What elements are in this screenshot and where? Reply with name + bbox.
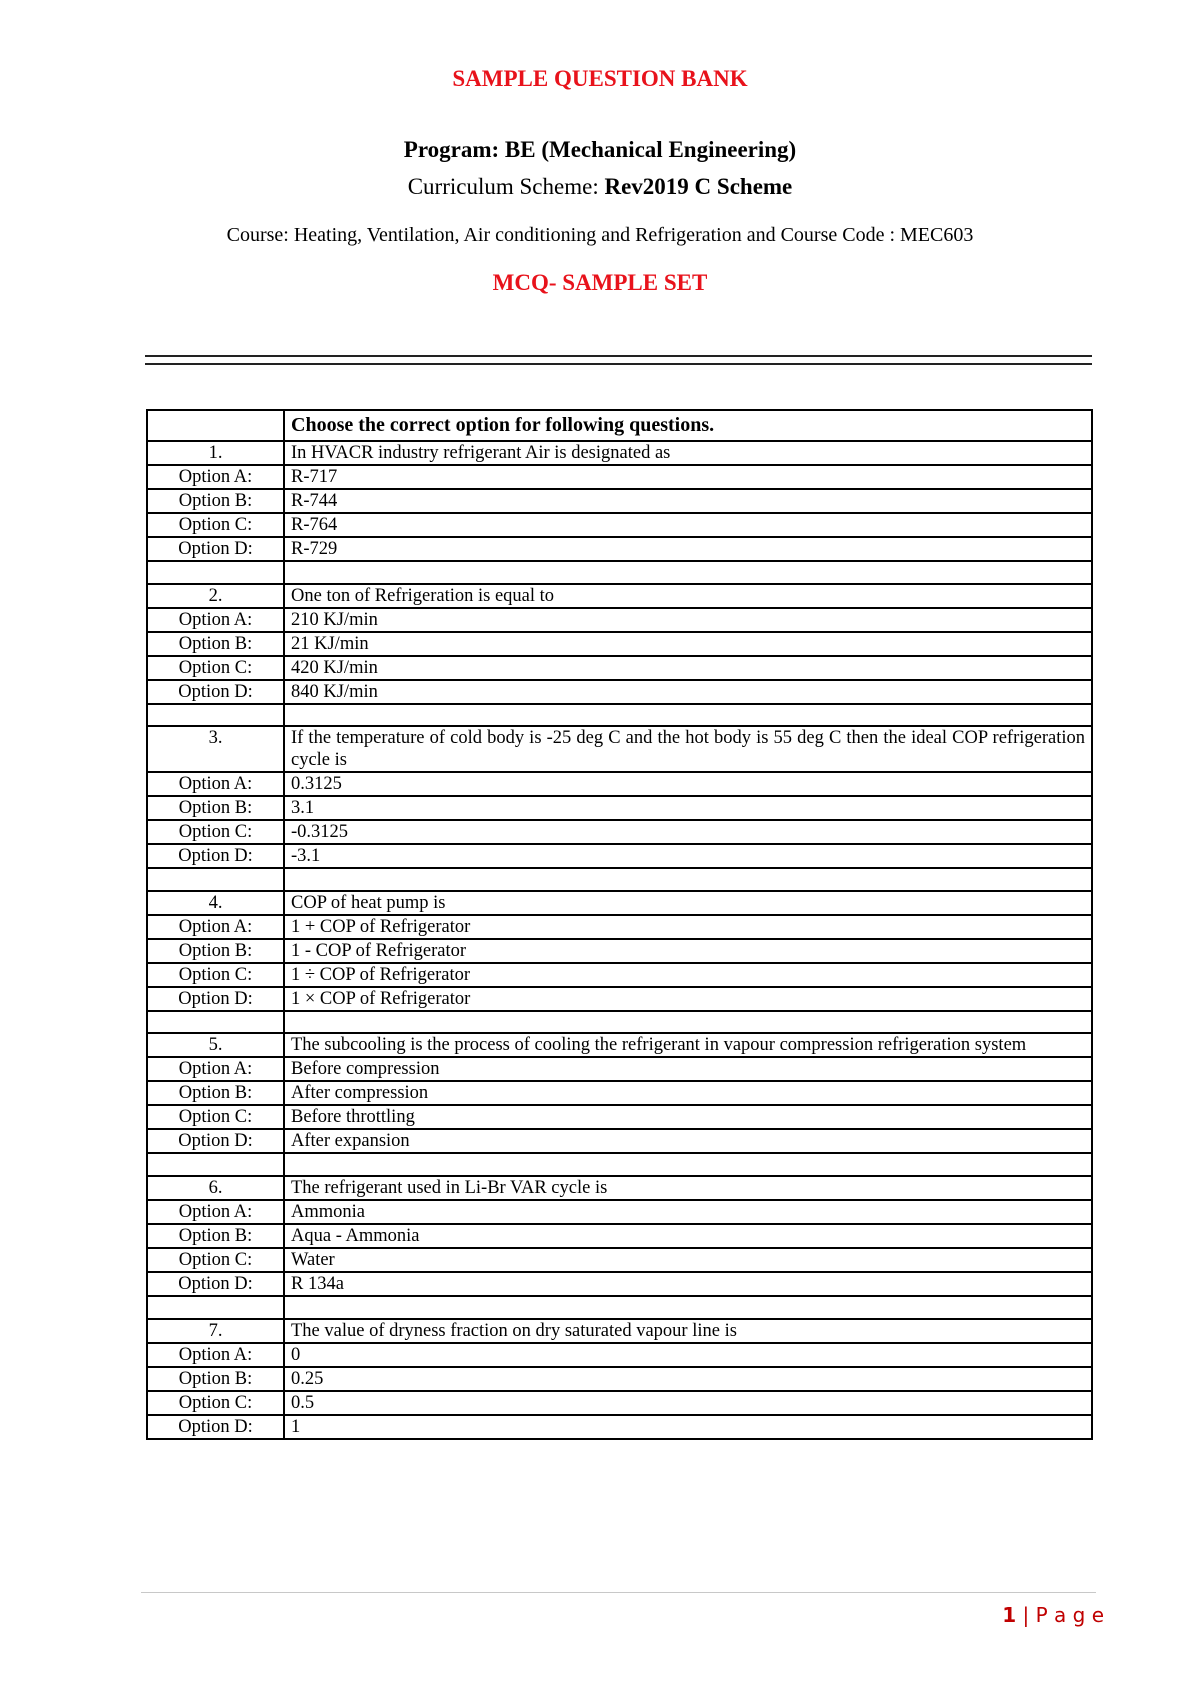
course-line: Course: Heating, Ventilation, Air conditioning and Refrigeration and Course Code : MEC603	[226, 224, 974, 246]
option-row	[147, 844, 1092, 868]
option-label: Option A:	[147, 1343, 284, 1367]
option-row	[147, 915, 1092, 939]
spacer-row	[147, 1153, 1092, 1176]
spacer-cell	[284, 868, 1092, 891]
option-text: 21 KJ/min	[284, 632, 1092, 656]
set-title: MCQ- SAMPLE SET	[492, 270, 708, 295]
program-line: Program: BE (Mechanical Engineering)	[403, 137, 797, 162]
question-row	[147, 1033, 1092, 1057]
spacer-cell	[147, 1011, 284, 1034]
option-label: Option C:	[147, 1391, 284, 1415]
option-label: Option A:	[147, 465, 284, 489]
spacer-row	[147, 868, 1092, 891]
option-row	[147, 1105, 1092, 1129]
option-text: R-744	[284, 489, 1092, 513]
option-label: Option D:	[147, 844, 284, 868]
option-text: Before throttling	[284, 1105, 1092, 1129]
option-label: Option C:	[147, 820, 284, 844]
option-row	[147, 465, 1092, 489]
question-row	[147, 1319, 1092, 1343]
option-row	[147, 632, 1092, 656]
question-text: The subcooling is the process of cooling the refrigerant in vapour compression refrigeration system	[284, 1033, 1092, 1057]
option-text: 3.1	[284, 796, 1092, 820]
option-row	[147, 1391, 1092, 1415]
question-number: 6.	[147, 1176, 284, 1200]
option-row	[147, 1343, 1092, 1367]
option-text: R 134a	[284, 1272, 1092, 1296]
scheme-value: Rev2019 C Scheme	[604, 174, 793, 199]
option-text: 1	[284, 1415, 1092, 1439]
double-rule-divider	[145, 355, 1092, 365]
option-row	[147, 680, 1092, 704]
option-row	[147, 820, 1092, 844]
option-label: Option B:	[147, 796, 284, 820]
page-footer	[1002, 1603, 1104, 1627]
spacer-cell	[147, 1296, 284, 1319]
question-number: 1.	[147, 441, 284, 465]
spacer-cell	[147, 1153, 284, 1176]
spacer-row	[147, 1296, 1092, 1319]
option-label: Option C:	[147, 513, 284, 537]
option-label: Option D:	[147, 1272, 284, 1296]
spacer-row	[147, 561, 1092, 584]
option-row	[147, 537, 1092, 561]
option-text: 0	[284, 1343, 1092, 1367]
footer-divider	[141, 1592, 1096, 1593]
option-text: 0.3125	[284, 772, 1092, 796]
spacer-cell	[284, 1011, 1092, 1034]
option-label: Option A:	[147, 608, 284, 632]
option-text: 0.25	[284, 1367, 1092, 1391]
question-text: If the temperature of cold body is -25 deg C and the hot body is 55 deg C then the ideal COP refrigeration cycle is	[284, 726, 1092, 772]
option-row	[147, 1057, 1092, 1081]
option-text: -3.1	[284, 844, 1092, 868]
header-empty-cell	[147, 410, 284, 441]
option-label: Option A:	[147, 915, 284, 939]
option-label: Option D:	[147, 1415, 284, 1439]
question-text: One ton of Refrigeration is equal to	[284, 584, 1092, 608]
curriculum-scheme-line	[0, 174, 1200, 200]
option-text: 1 + COP of Refrigerator	[284, 915, 1092, 939]
option-text: Water	[284, 1248, 1092, 1272]
option-row	[147, 1367, 1092, 1391]
spacer-cell	[284, 1153, 1092, 1176]
spacer-cell	[147, 704, 284, 727]
option-label: Option A:	[147, 772, 284, 796]
question-text: COP of heat pump is	[284, 891, 1092, 915]
option-text: 840 KJ/min	[284, 680, 1092, 704]
option-row	[147, 939, 1092, 963]
option-row	[147, 1200, 1092, 1224]
option-row	[147, 656, 1092, 680]
question-text: The refrigerant used in Li-Br VAR cycle is	[284, 1176, 1092, 1200]
question-row	[147, 1176, 1092, 1200]
mcq-table-body	[147, 410, 1092, 1439]
option-text: 420 KJ/min	[284, 656, 1092, 680]
option-text: -0.3125	[284, 820, 1092, 844]
option-row	[147, 1081, 1092, 1105]
option-row	[147, 987, 1092, 1011]
option-row	[147, 1272, 1092, 1296]
footer-separator: |	[1016, 1603, 1036, 1627]
option-label: Option B:	[147, 1224, 284, 1248]
mcq-table	[146, 409, 1093, 1440]
option-text: 210 KJ/min	[284, 608, 1092, 632]
option-label: Option B:	[147, 1367, 284, 1391]
instruction-cell: Choose the correct option for following questions.	[284, 410, 1092, 441]
option-row	[147, 489, 1092, 513]
question-number: 7.	[147, 1319, 284, 1343]
option-label: Option B:	[147, 632, 284, 656]
option-text: R-764	[284, 513, 1092, 537]
option-text: Before compression	[284, 1057, 1092, 1081]
option-text: After compression	[284, 1081, 1092, 1105]
option-row	[147, 1248, 1092, 1272]
scheme-label: Curriculum Scheme:	[407, 174, 605, 199]
option-label: Option A:	[147, 1057, 284, 1081]
option-text: 1 - COP of Refrigerator	[284, 939, 1092, 963]
option-label: Option D:	[147, 987, 284, 1011]
question-number: 3.	[147, 726, 284, 772]
spacer-cell	[284, 561, 1092, 584]
option-row	[147, 513, 1092, 537]
page-word: P a g e	[1035, 1603, 1104, 1627]
table-header-row	[147, 410, 1092, 441]
question-number: 5.	[147, 1033, 284, 1057]
option-row	[147, 963, 1092, 987]
option-label: Option B:	[147, 489, 284, 513]
option-text: 0.5	[284, 1391, 1092, 1415]
spacer-row	[147, 1011, 1092, 1034]
option-label: Option A:	[147, 1200, 284, 1224]
question-row	[147, 726, 1092, 772]
option-text: R-729	[284, 537, 1092, 561]
option-row	[147, 608, 1092, 632]
question-row	[147, 441, 1092, 465]
option-label: Option B:	[147, 1081, 284, 1105]
question-row	[147, 584, 1092, 608]
spacer-row	[147, 704, 1092, 727]
option-label: Option D:	[147, 680, 284, 704]
spacer-cell	[284, 1296, 1092, 1319]
option-label: Option C:	[147, 1105, 284, 1129]
option-label: Option C:	[147, 963, 284, 987]
option-row	[147, 1224, 1092, 1248]
option-text: 1 ÷ COP of Refrigerator	[284, 963, 1092, 987]
spacer-cell	[147, 561, 284, 584]
spacer-cell	[284, 704, 1092, 727]
option-text: Aqua - Ammonia	[284, 1224, 1092, 1248]
question-number: 2.	[147, 584, 284, 608]
page-number: 1	[1002, 1603, 1017, 1627]
question-number: 4.	[147, 891, 284, 915]
spacer-cell	[147, 868, 284, 891]
option-label: Option D:	[147, 537, 284, 561]
option-label: Option C:	[147, 656, 284, 680]
option-label: Option B:	[147, 939, 284, 963]
question-text: In HVACR industry refrigerant Air is designated as	[284, 441, 1092, 465]
option-label: Option C:	[147, 1248, 284, 1272]
option-text: 1 × COP of Refrigerator	[284, 987, 1092, 1011]
document-title: SAMPLE QUESTION BANK	[452, 66, 748, 91]
question-text: The value of dryness fraction on dry saturated vapour line is	[284, 1319, 1092, 1343]
question-row	[147, 891, 1092, 915]
option-text: After expansion	[284, 1129, 1092, 1153]
option-label: Option D:	[147, 1129, 284, 1153]
option-text: Ammonia	[284, 1200, 1092, 1224]
option-row	[147, 1415, 1092, 1439]
option-row	[147, 1129, 1092, 1153]
option-row	[147, 772, 1092, 796]
option-text: R-717	[284, 465, 1092, 489]
option-row	[147, 796, 1092, 820]
